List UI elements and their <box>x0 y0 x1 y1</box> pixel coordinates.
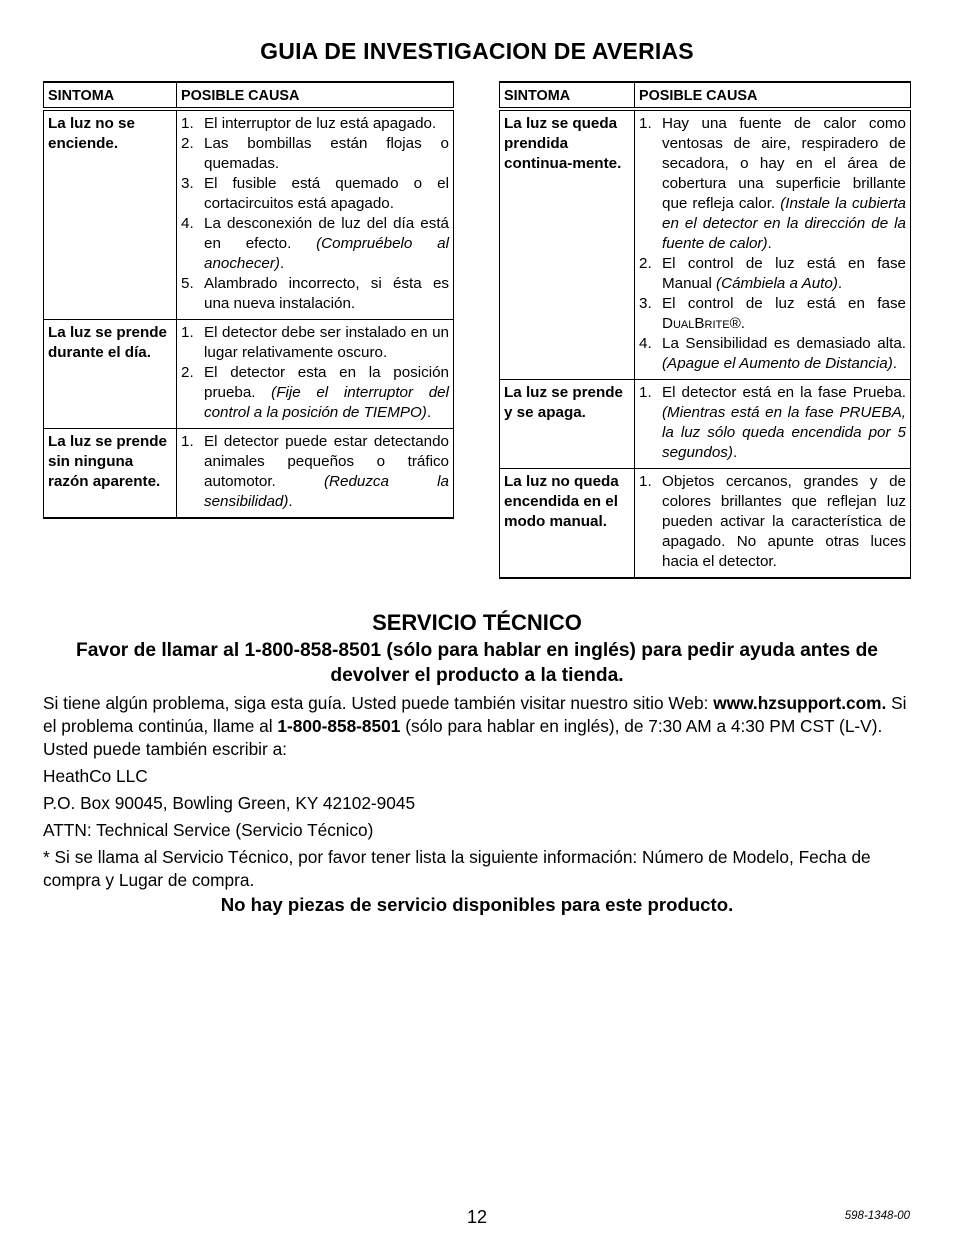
cause-text: El control de luz está en fase Manual (Cámbiela a Auto). <box>662 255 906 292</box>
cause-text: El control de luz está en fase DualBrite®. <box>662 295 906 332</box>
service-body <box>43 692 911 896</box>
cause-item <box>181 214 449 274</box>
cause-header: POSIBLE CAUSA <box>635 82 911 109</box>
cause-note: (Compruébelo al anochecer) <box>204 235 449 272</box>
cause-text: El interruptor de luz está apagado. <box>204 115 437 132</box>
symptom-cell: La luz no queda encendida en el modo manual. <box>500 469 635 579</box>
cause-number: 2. <box>181 135 194 152</box>
page-title: GUIA DE INVESTIGACION DE AVERIAS <box>260 38 694 64</box>
table-row <box>44 429 454 519</box>
cause-text: La Sensibilidad es demasiado alta. (Apague el Aumento de Distancia). <box>662 335 906 372</box>
cause-cell <box>635 380 911 469</box>
service-paragraph <box>43 692 911 761</box>
cause-item <box>181 174 449 214</box>
address-line: HeathCo LLC <box>43 766 148 786</box>
page-number: 12 <box>466 1207 488 1227</box>
cause-text: La desconexión de luz del día está en efecto. (Compruébelo al anochecer). <box>204 215 449 272</box>
service-text: Si tiene algún problema, siga esta guía. Usted puede también visitar nuestro sitio Web: <box>43 693 714 713</box>
cause-item <box>181 274 449 314</box>
cause-note: (Fije el interruptor del control a la posición de TIEMPO) <box>204 384 449 421</box>
address-line: ATTN: Technical Service (Servicio Técnico) <box>43 820 374 840</box>
cause-list <box>181 114 449 314</box>
cause-item <box>639 472 906 572</box>
service-text: Si el problema continúa, llame al <box>43 693 907 736</box>
cause-item <box>181 363 449 423</box>
symptom-header: SINTOMA <box>500 82 635 109</box>
service-title: SERVICIO TÉCNICO <box>372 610 582 635</box>
cause-text: Alambrado incorrecto, si ésta es una nueva instalación. <box>204 275 449 312</box>
table-row <box>44 320 454 429</box>
cause-text: El fusible está quemado o el cortacircuitos está apagado. <box>204 175 449 212</box>
troubleshooting-table-left <box>43 81 454 519</box>
symptom-cell: La luz se prende sin ninguna razón aparente. <box>44 429 177 519</box>
cause-cell <box>177 429 454 519</box>
address-line: P.O. Box 90045, Bowling Green, KY 42102-9045 <box>43 793 416 813</box>
service-text: (sólo para hablar en inglés), de 7:30 AM a 4:30 PM CST (L-V). Usted puede también escribir a: <box>43 716 883 759</box>
cause-item <box>639 254 906 294</box>
cause-number: 3. <box>639 295 652 312</box>
cause-number: 1. <box>639 384 652 401</box>
service-footer: No hay piezas de servicio disponibles para este producto. <box>220 894 734 915</box>
table-row <box>44 109 454 320</box>
cause-list <box>639 114 906 374</box>
cause-text: El detector esta en la posición prueba. (Fije el interruptor del control a la posición de TIEMPO). <box>204 364 449 421</box>
cause-list <box>639 383 906 463</box>
symptom-cell: La luz se prende durante el día. <box>44 320 177 429</box>
service-note: * Si se llama al Servicio Técnico, por favor tener lista la siguiente información: Número de Modelo, Fecha de compra y Lugar de compra. <box>43 847 871 890</box>
table-row <box>500 469 911 579</box>
cause-cell <box>177 320 454 429</box>
cause-number: 1. <box>181 324 194 341</box>
cause-cell <box>177 109 454 320</box>
cause-note: (Reduzca la sensibilidad) <box>204 473 449 510</box>
cause-item <box>639 383 906 463</box>
cause-item <box>639 114 906 254</box>
cause-note: (Apague el Aumento de Distancia) <box>662 355 893 372</box>
cause-number: 5. <box>181 275 194 292</box>
cause-text: El detector está en la fase Prueba. (Mientras está en la fase PRUEBA, la luz sólo queda encendida por 5 segundos). <box>662 384 906 461</box>
table-row <box>500 109 911 380</box>
cause-item <box>181 114 449 134</box>
cause-note: (Cámbiela a Auto) <box>716 275 838 292</box>
symptom-cell: La luz no se enciende. <box>44 109 177 320</box>
cause-number: 2. <box>639 255 652 272</box>
cause-header: POSIBLE CAUSA <box>177 82 454 109</box>
cause-number: 1. <box>181 115 194 132</box>
cause-number: 1. <box>639 473 652 490</box>
cause-text: Objetos cercanos, grandes y de colores brillantes que reflejan luz pueden activar la característica de apagado. No apunte otras luces hacia el detector. <box>662 473 906 570</box>
document-code: 598-1348-00 <box>844 1210 910 1222</box>
cause-text: El detector debe ser instalado en un lugar relativamente oscuro. <box>204 324 449 361</box>
website-link[interactable]: www.hzsupport.com. <box>713 693 887 713</box>
cause-item <box>639 294 906 334</box>
cause-number: 2. <box>181 364 194 381</box>
cause-note: (Mientras está en la fase PRUEBA, la luz sólo queda encendida por 5 segundos) <box>662 404 906 461</box>
cause-number: 4. <box>639 335 652 352</box>
cause-number: 1. <box>181 433 194 450</box>
cause-text: Las bombillas están flojas o quemadas. <box>204 135 449 172</box>
troubleshooting-table-right <box>499 81 911 579</box>
phone-number: 1-800-858-8501 <box>277 716 401 736</box>
symptom-cell: La luz se queda prendida continua-mente. <box>500 109 635 380</box>
cause-number: 1. <box>639 115 652 132</box>
cause-item <box>181 323 449 363</box>
symptom-cell: La luz se prende y se apaga. <box>500 380 635 469</box>
symptom-header: SINTOMA <box>44 82 177 109</box>
service-subtitle: Favor de llamar al 1-800-858-8501 (sólo para hablar en inglés) para pedir ayuda antes de devolver el producto a la tienda. <box>76 640 878 686</box>
cause-text: Hay una fuente de calor como ventosas de aire, respiradero de secadora, o hay en el área de cobertura una superficie brillante que refleja calor. (Instale la cubierta en el detector en la dirección de la fuente de calor). <box>662 115 906 252</box>
cause-list <box>181 323 449 423</box>
table-row <box>500 380 911 469</box>
brand-name: DualBrite <box>662 315 730 332</box>
cause-item <box>181 432 449 512</box>
cause-note: (Instale la cubierta en el detector en la dirección de la fuente de calor) <box>662 195 906 252</box>
cause-number: 3. <box>181 175 194 192</box>
cause-text: El detector puede estar detectando animales pequeños o tráfico automotor. (Reduzca la sensibilidad). <box>204 433 449 510</box>
cause-list <box>181 432 449 512</box>
cause-number: 4. <box>181 215 194 232</box>
cause-item <box>639 334 906 374</box>
cause-list <box>639 472 906 572</box>
cause-item <box>181 134 449 174</box>
cause-cell <box>635 469 911 579</box>
cause-cell <box>635 109 911 380</box>
